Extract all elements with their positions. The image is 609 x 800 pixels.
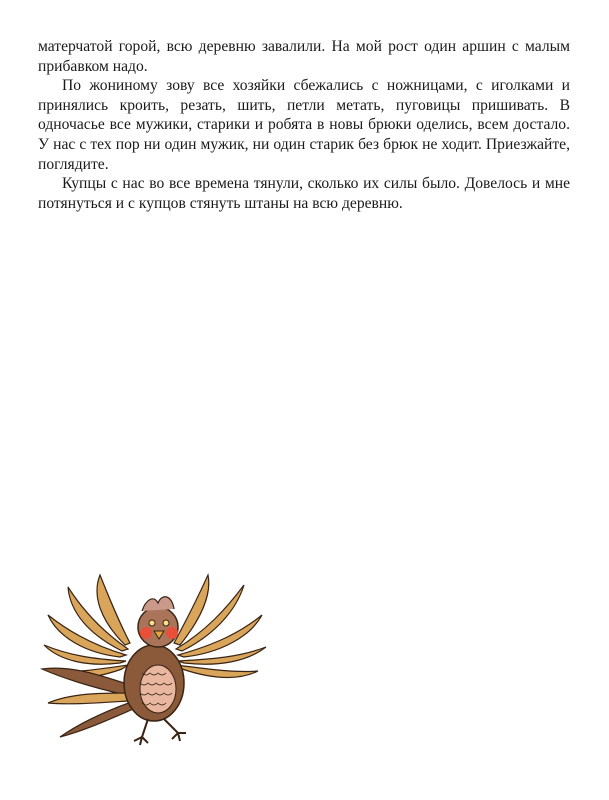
left-eye [149,620,155,626]
right-wing [174,575,266,678]
text-body [38,37,570,213]
bird-illustration [30,565,275,755]
legs [134,719,186,745]
left-wing [44,575,130,678]
right-eye [163,620,169,626]
left-cheek [140,627,152,639]
paragraph-continuation: матерчатой горой, всю деревню завалили. На мой рост один аршин с малым прибавком надо. [38,38,570,75]
paragraph: По жониному зову все хозяйки сбежались с ножницами, с иголками и принялись кроить, резать, шить, петли метать, пуговицы пришивать. В одночасье все мужики, старики и робята в новы брюки оделись, всем достало. У нас с тех пор ни один мужик, ни один старик без брюк не ходит. Приезжайте, поглядите. [38,77,570,173]
right-cheek [166,627,178,639]
bird-breast [140,665,176,713]
crest [142,597,174,611]
paragraph: Купцы с нас во все времена тянули, сколько их силы было. Довелось и мне потянуться и с купцов стянуть штаны на всю деревню. [38,175,570,212]
